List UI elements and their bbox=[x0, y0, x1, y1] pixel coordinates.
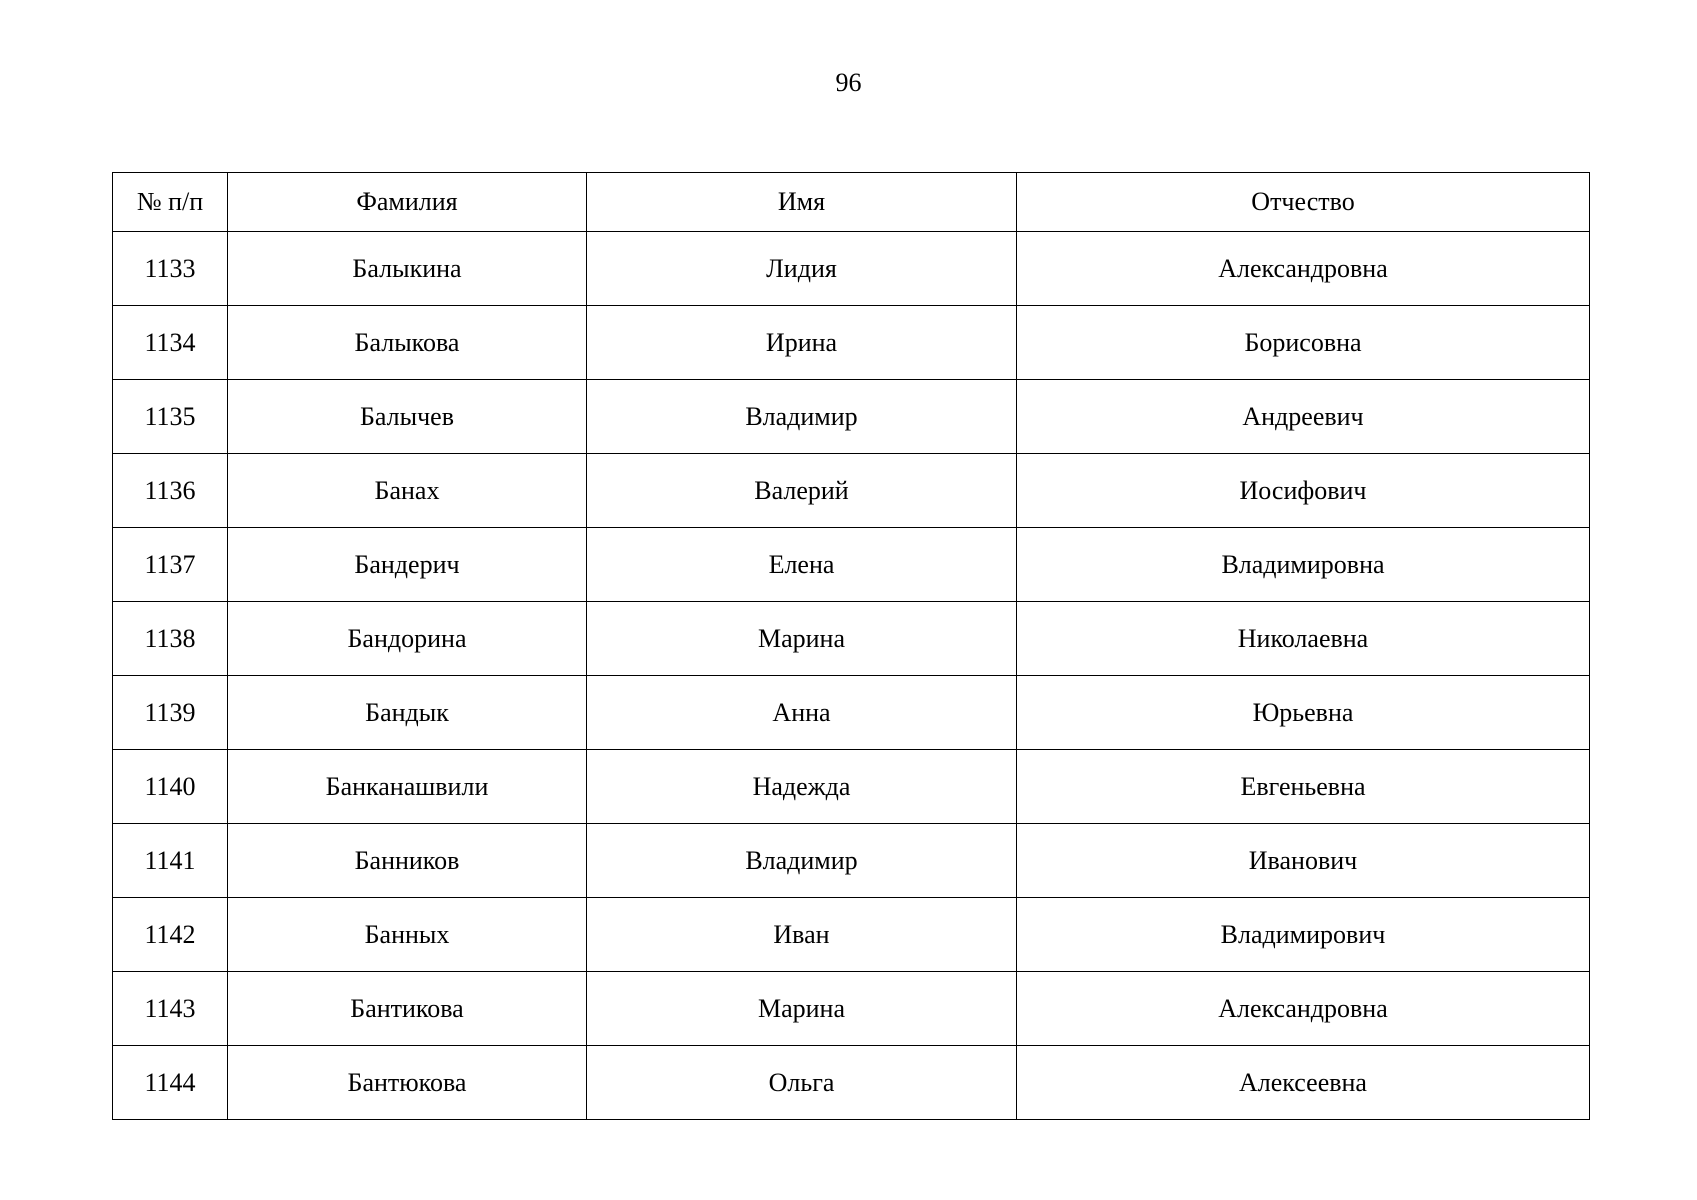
cell-patronymic: Николаевна bbox=[1017, 602, 1590, 676]
cell-surname: Бандерич bbox=[228, 528, 587, 602]
cell-first-name: Валерий bbox=[587, 454, 1017, 528]
cell-first-name: Владимир bbox=[587, 380, 1017, 454]
cell-patronymic: Андреевич bbox=[1017, 380, 1590, 454]
cell-surname: Банканашвили bbox=[228, 750, 587, 824]
cell-number: 1136 bbox=[113, 454, 228, 528]
names-table bbox=[112, 172, 1590, 1120]
table-row bbox=[113, 454, 1590, 528]
cell-patronymic: Алексеевна bbox=[1017, 1046, 1590, 1120]
cell-surname: Балыкова bbox=[228, 306, 587, 380]
cell-first-name: Марина bbox=[587, 602, 1017, 676]
cell-surname: Балыкина bbox=[228, 232, 587, 306]
table-row bbox=[113, 824, 1590, 898]
cell-surname: Балычев bbox=[228, 380, 587, 454]
cell-patronymic: Владимировна bbox=[1017, 528, 1590, 602]
cell-patronymic: Юрьевна bbox=[1017, 676, 1590, 750]
table-row bbox=[113, 1046, 1590, 1120]
cell-patronymic: Александровна bbox=[1017, 232, 1590, 306]
table-row bbox=[113, 602, 1590, 676]
cell-surname: Бандык bbox=[228, 676, 587, 750]
cell-first-name: Лидия bbox=[587, 232, 1017, 306]
table-row bbox=[113, 380, 1590, 454]
cell-patronymic: Иосифович bbox=[1017, 454, 1590, 528]
cell-patronymic: Владимирович bbox=[1017, 898, 1590, 972]
page-number: 96 bbox=[835, 68, 862, 97]
table-row bbox=[113, 750, 1590, 824]
table-row bbox=[113, 528, 1590, 602]
cell-number: 1143 bbox=[113, 972, 228, 1046]
table-row bbox=[113, 898, 1590, 972]
cell-surname: Банных bbox=[228, 898, 587, 972]
cell-number: 1140 bbox=[113, 750, 228, 824]
cell-surname: Банников bbox=[228, 824, 587, 898]
cell-number: 1144 bbox=[113, 1046, 228, 1120]
cell-surname: Бантюкова bbox=[228, 1046, 587, 1120]
column-header-patronymic: Отчество bbox=[1017, 173, 1590, 232]
column-header-first-name: Имя bbox=[587, 173, 1017, 232]
cell-patronymic: Александровна bbox=[1017, 972, 1590, 1046]
cell-first-name: Елена bbox=[587, 528, 1017, 602]
table-row bbox=[113, 676, 1590, 750]
cell-number: 1134 bbox=[113, 306, 228, 380]
cell-number: 1135 bbox=[113, 380, 228, 454]
cell-surname: Бандорина bbox=[228, 602, 587, 676]
table-row bbox=[113, 972, 1590, 1046]
cell-number: 1141 bbox=[113, 824, 228, 898]
cell-first-name: Ирина bbox=[587, 306, 1017, 380]
cell-number: 1139 bbox=[113, 676, 228, 750]
column-header-surname: Фамилия bbox=[228, 173, 587, 232]
cell-first-name: Ольга bbox=[587, 1046, 1017, 1120]
cell-first-name: Марина bbox=[587, 972, 1017, 1046]
cell-patronymic: Евгеньевна bbox=[1017, 750, 1590, 824]
cell-first-name: Иван bbox=[587, 898, 1017, 972]
cell-number: 1137 bbox=[113, 528, 228, 602]
cell-number: 1133 bbox=[113, 232, 228, 306]
cell-surname: Бантикова bbox=[228, 972, 587, 1046]
cell-first-name: Анна bbox=[587, 676, 1017, 750]
cell-patronymic: Иванович bbox=[1017, 824, 1590, 898]
cell-number: 1138 bbox=[113, 602, 228, 676]
cell-patronymic: Борисовна bbox=[1017, 306, 1590, 380]
cell-first-name: Надежда bbox=[587, 750, 1017, 824]
cell-first-name: Владимир bbox=[587, 824, 1017, 898]
table-row bbox=[113, 232, 1590, 306]
table-header-row bbox=[113, 173, 1590, 232]
table-row bbox=[113, 306, 1590, 380]
column-header-number: № п/п bbox=[113, 173, 228, 232]
cell-surname: Банах bbox=[228, 454, 587, 528]
cell-number: 1142 bbox=[113, 898, 228, 972]
